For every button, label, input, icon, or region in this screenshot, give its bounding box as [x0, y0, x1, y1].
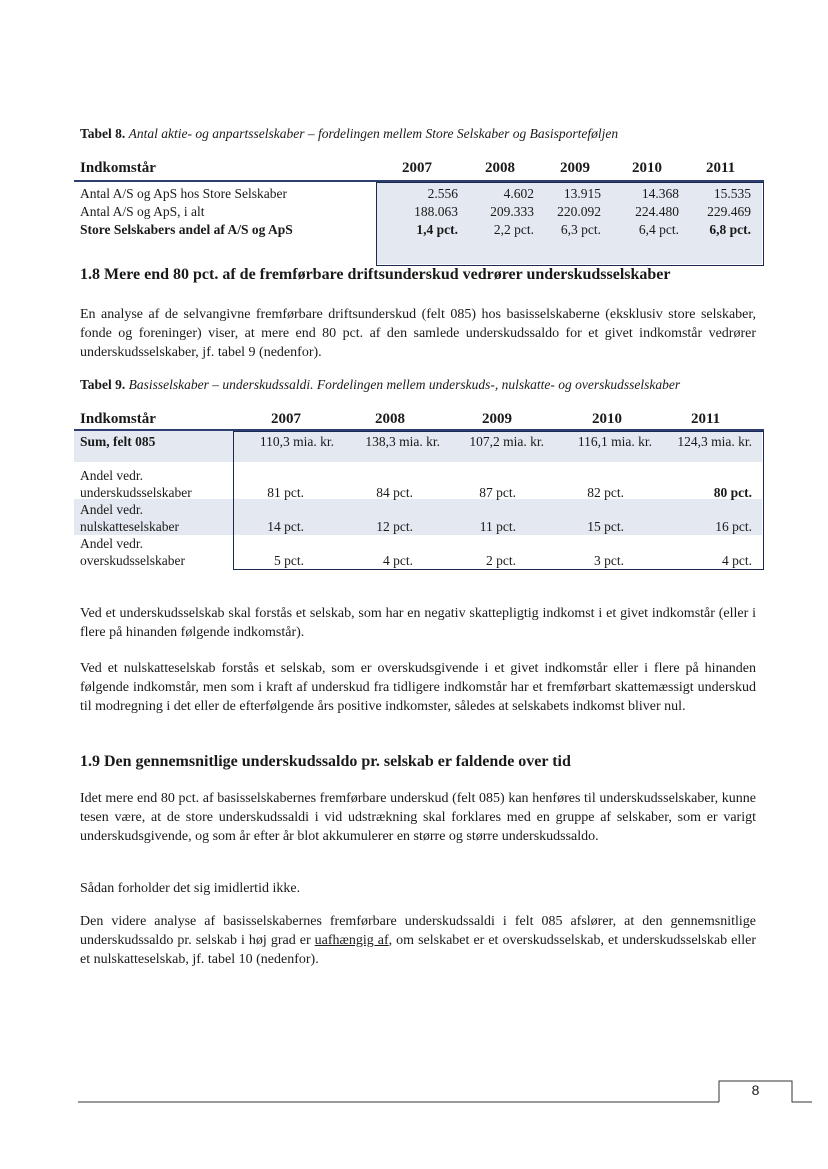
table9-caption [80, 377, 780, 393]
table8-cell: 188.063 [414, 204, 458, 219]
paragraph-3-text-before: Den videre analyse af basisselskabernes fremførbare underskudssaldi i felt 085 afslører, at den gennemsnitlige underskudssaldo pr. selskab i høj grad er [80, 914, 756, 948]
table9-cell: 84 pct. [376, 485, 413, 500]
table9-cell: 11 pct. [479, 519, 516, 534]
table9-cell: 138,3 mia. kr. [365, 434, 440, 449]
table8-cell: 6,3 pct. [560, 222, 601, 237]
table9-cell: 107,2 mia. kr. [469, 434, 544, 449]
table8-caption-label: Tabel 8. [80, 126, 126, 141]
table9-cell: 116,1 mia. kr. [577, 434, 652, 449]
section-1-9-paragraph-1: Idet mere end 80 pct. af basisselskabernes fremførbare underskud (felt 085) kan henføres til underskudsselskaber, kunne tesen være, at de store underskudssaldi i vid udstrækning skal forklares med en gruppe af selskaber, som er varigt underskudsgivende, og som år efter år blot akkumulerer en større og større underskudssaldo. [80, 791, 756, 844]
table9-cell: 2 pct. [486, 553, 516, 568]
table8-header-2011: 2011 [706, 160, 736, 176]
section-1-8-paragraph: En analyse af de selvangivne fremførbare driftsunderskud (felt 085) hos basisselskaberne (eksklusiv store selskaber, fonde og foreninger) viser, at mere end 80 pct. af den samlede underskudssaldo for et givet indkomstår vedrører underskudsselskaber, jf. tabel 9 (nedenfor). [80, 307, 756, 360]
table8-cell: 2.556 [427, 186, 458, 201]
table9-caption-label: Tabel 9. [80, 377, 126, 392]
table9-cell: 110,3 mia. kr. [259, 434, 334, 449]
table8-row-label: Antal A/S og ApS, i alt [80, 204, 205, 219]
table9-row-label-line2: underskudsselskaber [80, 485, 192, 500]
page-number: 8 [751, 1082, 760, 1098]
table9-cell: 12 pct. [376, 519, 413, 534]
table9-cell: 16 pct. [715, 519, 752, 534]
table9-cell: 4 pct. [383, 553, 413, 568]
table9-header-2008: 2008 [375, 411, 405, 427]
paragraph-3-text-after: , om selskabet er et overskudsselskab, et underskudsselskab eller et nulskatteselskab, jf. tabel 10 (nedenfor). [80, 933, 756, 967]
table8-cell: 4.602 [503, 186, 534, 201]
table8-cell: 15.535 [713, 186, 751, 201]
table9-cell: 80 pct. [713, 485, 752, 500]
footer-rule [0, 1075, 828, 1115]
table9-row-label-line2: overskudsselskaber [80, 553, 185, 568]
table9-sum-label: Sum, felt 085 [80, 434, 156, 449]
table8-cell: 6,4 pct. [638, 222, 679, 237]
table9-cell: 14 pct. [267, 519, 304, 534]
table8-header-2008: 2008 [485, 160, 515, 176]
table9-cell: 3 pct. [594, 553, 624, 568]
section-1-9-paragraph-3 [80, 912, 756, 969]
table9-cell: 87 pct. [479, 485, 516, 500]
table9-row-label-line1: Andel vedr. [80, 468, 143, 483]
table8-header-label: Indkomstår [80, 160, 156, 176]
table8-cell: 220.092 [557, 204, 601, 219]
table8-cell: 13.915 [563, 186, 601, 201]
table9-header-2007: 2007 [271, 411, 301, 427]
table9-cell: 15 pct. [587, 519, 624, 534]
table8-row-label: Antal A/S og ApS hos Store Selskaber [80, 186, 288, 201]
table8-row-label: Store Selskabers andel af A/S og ApS [80, 222, 293, 237]
definition-underskudsselskab: Ved et underskudsselskab skal forstås et selskab, som har en negativ skattepligtig indkomst i et givet indkomstår (eller i flere på hinanden følgende indkomstår). [80, 606, 756, 640]
table8-cell: 224.480 [635, 204, 679, 219]
table8-caption [80, 126, 780, 142]
table8-cell: 6,8 pct. [709, 222, 751, 237]
table9-header-2011: 2011 [691, 411, 721, 427]
table9-header-2009: 2009 [482, 411, 512, 427]
table9-row-label-line2: nulskatteselskaber [80, 519, 179, 534]
table8-caption-text: Antal aktie- og anpartsselskaber – fordelingen mellem Store Selskaber og Basisporteføljen [128, 126, 619, 141]
table9-header-2010: 2010 [592, 411, 622, 427]
table9-cell: 82 pct. [587, 485, 624, 500]
table8-header-2009: 2009 [560, 160, 590, 176]
section-1-9-paragraph-2: Sådan forholder det sig imidlertid ikke. [80, 881, 301, 896]
table9-cell: 124,3 mia. kr. [677, 434, 752, 449]
table8-header-2010: 2010 [632, 160, 662, 176]
table8-cell: 14.368 [641, 186, 679, 201]
table9-header-label: Indkomstår [80, 411, 156, 427]
table9-cell: 4 pct. [722, 553, 752, 568]
table9-row-label-line1: Andel vedr. [80, 502, 143, 517]
table9-caption-text: Basisselskaber – underskudssaldi. Fordelingen mellem underskuds-, nulskatte- og overskudsselskaber [128, 377, 681, 392]
table8-header-2007: 2007 [402, 160, 432, 176]
paragraph-3-underlined: uafhængig af [314, 933, 389, 948]
table9-row-label-line1: Andel vedr. [80, 536, 143, 551]
table8-cell: 229.469 [707, 204, 751, 219]
section-1-8-heading: 1.8 Mere end 80 pct. af de fremførbare driftsunderskud vedrører underskudsselskaber [80, 266, 671, 283]
definition-nulskatteselskab: Ved et nulskatteselskab forstås et selskab, som er overskudsgivende i et givet indkomstår eller i flere på hinanden følgende indkomstår, men som i kraft af underskud fra tidligere indkomstår har et fremførbart skattemæssigt underskud til modregning i det eller de efterfølgende års positive indkomster, således at selskabets indkomst bliver nul. [80, 661, 756, 714]
table8-cell: 1,4 pct. [416, 222, 458, 237]
table8-cell: 209.333 [490, 204, 534, 219]
table8-cell: 2,2 pct. [493, 222, 534, 237]
table9-cell: 81 pct. [267, 485, 304, 500]
table9-cell: 5 pct. [274, 553, 304, 568]
section-1-9-heading: 1.9 Den gennemsnitlige underskudssaldo pr. selskab er faldende over tid [80, 753, 571, 770]
